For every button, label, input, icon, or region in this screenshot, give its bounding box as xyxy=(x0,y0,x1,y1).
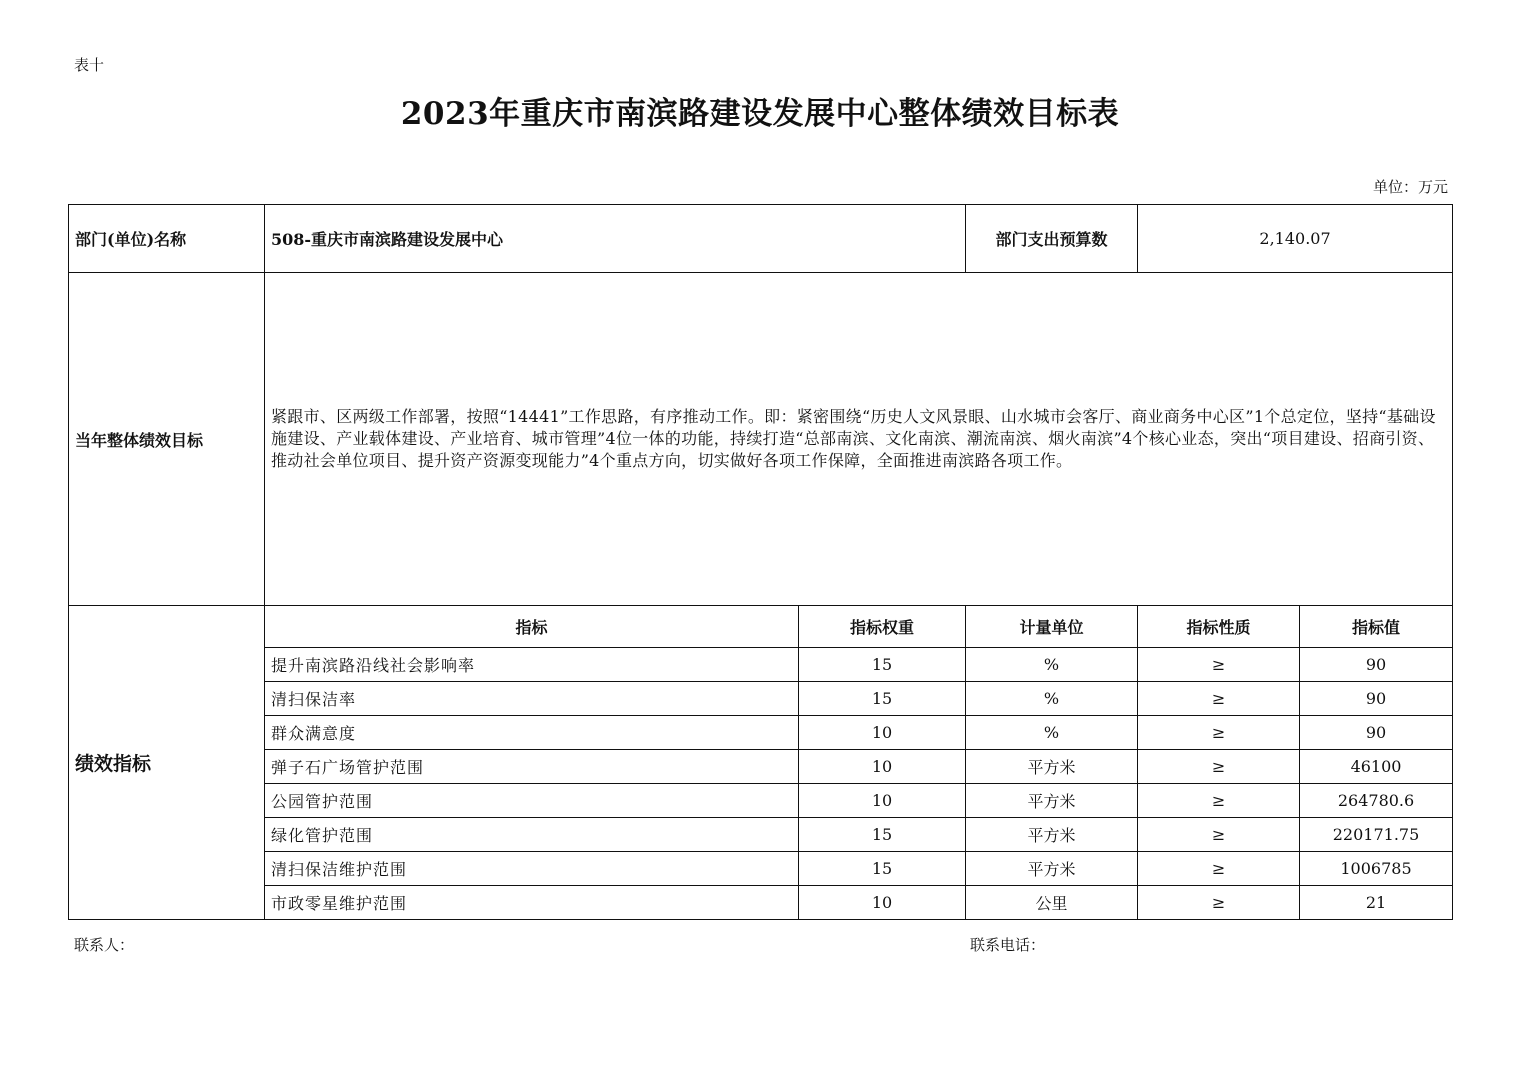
table-row xyxy=(69,716,1453,750)
indicator-nature: ≥ xyxy=(1138,886,1300,920)
column-header-indicator: 指标 xyxy=(265,606,799,648)
indicator-weight: 10 xyxy=(799,750,966,784)
indicator-name: 群众满意度 xyxy=(265,716,799,750)
column-header-nature: 指标性质 xyxy=(1138,606,1300,648)
indicator-value: 1006785 xyxy=(1300,852,1453,886)
indicator-unit: % xyxy=(966,716,1138,750)
indicator-value: 220171.75 xyxy=(1300,818,1453,852)
indicator-nature: ≥ xyxy=(1138,818,1300,852)
table-row xyxy=(69,818,1453,852)
indicator-weight: 15 xyxy=(799,648,966,682)
indicator-name: 绿化管护范围 xyxy=(265,818,799,852)
indicator-value: 46100 xyxy=(1300,750,1453,784)
indicator-weight: 10 xyxy=(799,784,966,818)
dept-header-row xyxy=(69,205,1453,273)
table-row xyxy=(69,852,1453,886)
indicator-value: 21 xyxy=(1300,886,1453,920)
indicator-name: 公园管护范围 xyxy=(265,784,799,818)
indicator-weight: 15 xyxy=(799,682,966,716)
indicator-header-row xyxy=(69,606,1453,648)
table-row xyxy=(69,886,1453,920)
indicator-unit: 平方米 xyxy=(966,818,1138,852)
dept-name-value: 508-重庆市南滨路建设发展中心 xyxy=(265,205,966,273)
indicator-name: 清扫保洁率 xyxy=(265,682,799,716)
unit-label: 单位：万元 xyxy=(1372,178,1448,196)
table-row xyxy=(69,682,1453,716)
table-number-label: 表十 xyxy=(74,56,105,74)
dept-name-label: 部门(单位)名称 xyxy=(69,205,265,273)
budget-label: 部门支出预算数 xyxy=(966,205,1138,273)
performance-target-table xyxy=(68,204,1453,920)
indicator-name: 清扫保洁维护范围 xyxy=(265,852,799,886)
goal-text: 紧跟市、区两级工作部署，按照“14441”工作思路，有序推动工作。即：紧密围绕“历史人文风景眼、山水城市会客厅、商业商务中心区”1个总定位，坚持“基础设施建设、产业载体建设、产业培育、城市管理”4位一体的功能，持续打造“总部南滨、文化南滨、潮流南滨、烟火南滨”4个核心业态，突出“项目建设、招商引资、推动社会单位项目、提升资产资源变现能力”4个重点方向，切实做好各项工作保障，全面推进南滨路各项工作。 xyxy=(265,273,1453,606)
indicator-name: 市政零星维护范围 xyxy=(265,886,799,920)
indicator-unit: 平方米 xyxy=(966,852,1138,886)
table-row xyxy=(69,784,1453,818)
goal-row xyxy=(69,273,1453,606)
indicator-nature: ≥ xyxy=(1138,750,1300,784)
indicator-value: 264780.6 xyxy=(1300,784,1453,818)
page-title: 2023年重庆市南滨路建设发展中心整体绩效目标表 xyxy=(400,96,1120,132)
indicator-unit: % xyxy=(966,682,1138,716)
column-header-weight: 指标权重 xyxy=(799,606,966,648)
indicator-nature: ≥ xyxy=(1138,682,1300,716)
indicator-nature: ≥ xyxy=(1138,852,1300,886)
indicator-nature: ≥ xyxy=(1138,784,1300,818)
column-header-value: 指标值 xyxy=(1300,606,1453,648)
indicator-weight: 15 xyxy=(799,818,966,852)
column-header-unit: 计量单位 xyxy=(966,606,1138,648)
table-row xyxy=(69,648,1453,682)
indicator-weight: 10 xyxy=(799,716,966,750)
indicator-name: 提升南滨路沿线社会影响率 xyxy=(265,648,799,682)
indicator-nature: ≥ xyxy=(1138,648,1300,682)
indicator-unit: % xyxy=(966,648,1138,682)
contact-person-label: 联系人： xyxy=(74,936,135,954)
indicator-weight: 15 xyxy=(799,852,966,886)
contact-phone-label: 联系电话： xyxy=(970,936,1046,954)
indicator-unit: 公里 xyxy=(966,886,1138,920)
indicator-value: 90 xyxy=(1300,716,1453,750)
indicator-unit: 平方米 xyxy=(966,750,1138,784)
indicator-value: 90 xyxy=(1300,682,1453,716)
table-row xyxy=(69,750,1453,784)
indicator-value: 90 xyxy=(1300,648,1453,682)
goal-label: 当年整体绩效目标 xyxy=(69,273,265,606)
budget-value: 2,140.07 xyxy=(1138,205,1453,273)
indicator-name: 弹子石广场管护范围 xyxy=(265,750,799,784)
indicators-label: 绩效指标 xyxy=(69,606,265,920)
indicator-weight: 10 xyxy=(799,886,966,920)
indicator-unit: 平方米 xyxy=(966,784,1138,818)
indicator-nature: ≥ xyxy=(1138,716,1300,750)
